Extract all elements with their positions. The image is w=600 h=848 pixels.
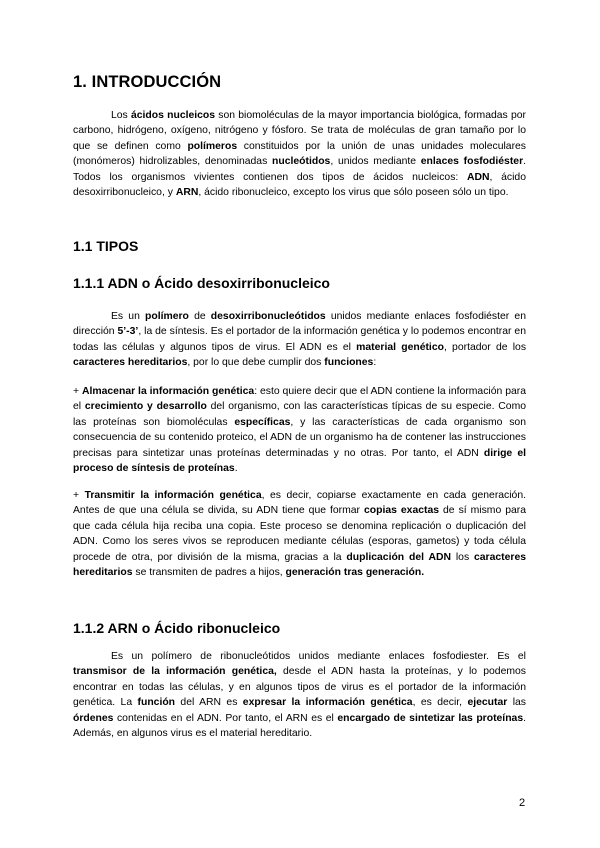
- bold-text-run: polímero: [145, 311, 189, 322]
- bold-text-run: desoxirribonucleótidos: [210, 311, 326, 322]
- bold-text-run: ARN: [175, 187, 199, 199]
- text-run: +: [73, 386, 82, 397]
- text-run: , ácido desoxirribonucleico, y: [73, 171, 526, 199]
- text-run: , es decir, copiarse exactamente en cada generación. Antes de que una célula se divida, su ADN tiene que formar: [73, 490, 527, 517]
- heading-introduccion: 1. INTRODUCCIÓN: [73, 73, 222, 91]
- bold-text-run: Transmitir la información genética: [84, 490, 262, 501]
- bold-text-run: duplicación del ADN: [346, 551, 451, 563]
- bold-text-run: ácidos nucleicos: [130, 110, 216, 121]
- text-run: del ARN es: [175, 697, 243, 709]
- bold-text-run: transmisor de la información genética,: [73, 666, 277, 678]
- adn-paragraph-transmitir: [73, 488, 526, 580]
- text-run: Es un: [111, 311, 146, 322]
- text-run: se transmiten de padres a hijos,: [132, 567, 286, 579]
- bold-text-run: nucleótidos: [272, 156, 331, 168]
- bold-text-run: material genético: [356, 341, 444, 353]
- bold-text-run: 5’-3’: [117, 326, 139, 338]
- heading-adn: 1.1.1 ADN o Ácido desoxirribonucleico: [73, 275, 330, 291]
- bold-text-run: expresar la información genética: [242, 697, 413, 709]
- text-run: :: [373, 357, 377, 369]
- bold-text-run: generación tras generación.: [285, 567, 425, 579]
- arn-paragraph-definition: [73, 649, 526, 741]
- heading-arn: 1.1.2 ARN o Ácido ribonucleico: [73, 620, 281, 636]
- text-run: los: [451, 551, 474, 563]
- bold-text-run: órdenes: [73, 712, 114, 724]
- bold-text-run: ADN: [467, 171, 490, 183]
- text-run: de: [188, 311, 211, 322]
- text-run: contenidas en el ADN. Por tanto, el ARN es el: [113, 712, 338, 724]
- text-run: de sí mismo para que cada célula hija reciba una copia. Este proceso se denomina replicación o duplicación del ADN. Como los seres vivos se reproducen mediante células (esporas, gametos) y toda célula procede de otra, por división de la misma, gracias a la: [73, 505, 527, 563]
- text-run: , por lo que debe cumplir dos: [187, 357, 325, 369]
- text-run: +: [73, 490, 85, 501]
- adn-paragraph-almacenar: [73, 384, 526, 476]
- text-run: Los: [111, 110, 131, 121]
- text-run: unidos mediante enlaces fosfodiéster en dirección: [73, 311, 526, 338]
- bold-text-run: encargado de sintetizar las proteínas: [337, 712, 524, 724]
- bold-text-run: caracteres hereditarios: [73, 551, 526, 579]
- bold-text-run: función: [137, 697, 176, 709]
- bold-text-run: crecimiento y desarrollo: [84, 401, 207, 413]
- bold-text-run: específicas: [234, 416, 291, 428]
- text-run: las: [507, 697, 526, 709]
- bold-text-run: enlaces fosfodiéster: [420, 156, 524, 168]
- bold-text-run: copias exactas: [364, 505, 440, 517]
- text-run: . Todos los organismos vivientes contienen dos tipos de ácidos nucleicos:: [73, 156, 526, 183]
- bold-text-run: Almacenar la información genética: [82, 386, 255, 397]
- heading-tipos: 1.1 TIPOS: [73, 238, 139, 254]
- bold-text-run: caracteres hereditarios: [73, 357, 188, 369]
- text-run: , unidos mediante: [330, 156, 421, 168]
- bold-text-run: funciones: [324, 357, 374, 369]
- text-run: , portador de los: [443, 341, 527, 353]
- text-run: : esto quiere decir que el ADN contiene la información para el: [73, 386, 526, 413]
- bold-text-run: polímeros: [187, 140, 238, 152]
- bold-text-run: ejecutar: [467, 697, 508, 709]
- adn-paragraph-definition: [73, 309, 526, 371]
- text-run: constituidos por la unión de unas unidades moleculares (monómeros) hidrolizables, denominadas: [73, 140, 527, 168]
- text-run: Es un polímero de ribonucleótidos unidos mediante enlaces fosfodiester. Es el: [111, 651, 526, 662]
- intro-paragraph: [73, 108, 526, 200]
- text-run: , ácido ribonucleico, excepto los virus que sólo poseen sólo un tipo.: [198, 187, 509, 199]
- page-number: 2: [519, 797, 526, 809]
- text-run: , la de síntesis. Es el portador de la información genética y lo podemos encontrar en todas las células y algunos tipos de virus. El ADN es el: [73, 326, 526, 353]
- text-run: . Además, en algunos virus es el material hereditario.: [73, 712, 526, 740]
- text-run: del organismo, con las características típicas de su especie. Como las proteínas son biomoléculas: [73, 401, 526, 428]
- text-run: .: [234, 463, 238, 475]
- text-run: , y las características de cada organismo son consecuencia de su contenido proteico, el ADN de un organismo ha de contener las instrucciones precisas para sintetizar unas proteínas determinadas y no otras. Por tanto, el ADN: [73, 416, 526, 459]
- bold-text-run: dirige el proceso de síntesis de proteínas: [73, 447, 527, 475]
- text-run: , es decir,: [412, 697, 468, 709]
- text-run: desde el ADN hasta la proteínas, y lo podemos encontrar en todas las células, y en algunos tipos de virus es el portador de la información genética. La: [73, 666, 526, 709]
- text-run: son biomoléculas de la mayor importancia biológica, formadas por carbono, hidrógeno, oxígeno, nitrógeno y fósforo. Se trata de moléculas de gran tamaño por lo que se definen como: [73, 110, 526, 152]
